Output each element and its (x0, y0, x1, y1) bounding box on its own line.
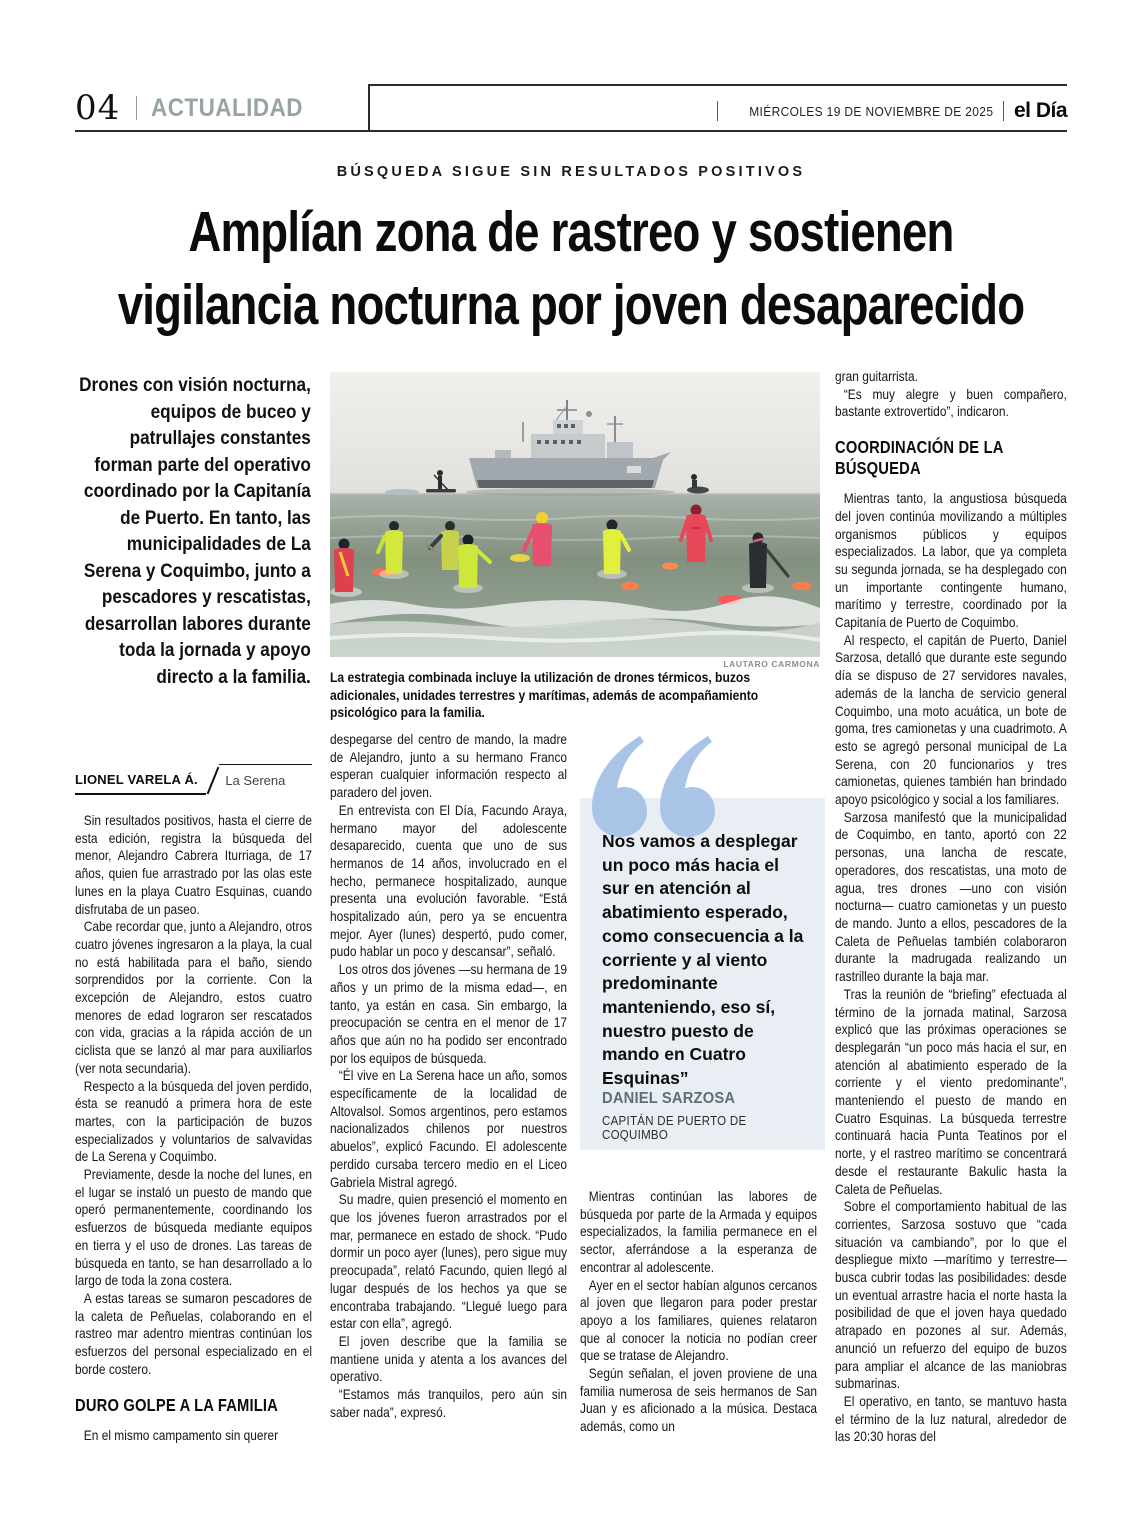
lead-paragraph: Drones con visión nocturna, equipos de buceo y patrullajes constantes forman parte del operativo coordinado por la Capitanía de Puerto. En tanto, las municipalidades de La Serena y Coquimbo, junto a pescadores y rescatistas, desarrollan labores durante toda la jornada y apoyo directo a la familia. (79, 374, 311, 688)
paragraph: Mientras tanto, la angustiosa búsqueda del joven continúa movilizando a múltiples organismos públicos y equipos especializados. La labor, que ya completa su segunda jornada, se ha desplegado con un importante contingente humano, marítimo y terrestre, coordinado por la Capitanía de Puerto de Coquimbo. (835, 491, 1067, 631)
subhead-duro-golpe: DURO GOLPE A LA FAMILIA (75, 1394, 279, 1415)
column-3-text (580, 1188, 817, 1436)
paragraph: Ayer en el sector habían algunos cercanos al joven que llegaron para poder prestar apoyo a los familiares, quienes relataron que al conocer la noticia no podían creer que se tratase de Alejandro. (580, 1277, 818, 1364)
photo-illustration (330, 372, 820, 657)
section-title: ACTUALIDAD (151, 93, 304, 122)
date-separator-bar (717, 101, 718, 121)
quote-author: DANIEL SARZOSA (602, 1090, 736, 1107)
column-3 (580, 1188, 850, 1436)
paragraph: “Estamos más tranquilos, pero aún sin saber nada”, expresó. (330, 1387, 568, 1420)
masthead-top-rule (368, 84, 1067, 86)
paragraph: Sarzosa manifestó que la municipalidad de Coquimbo, en tanto, aportó con 22 personas, una lancha de rescate, operadores, dos rescatistas, una moto de agua, tres drones —uno con visión nocturna— cuatro camionetas y un puesto de mando. Junto a ellos, pescadores de la Caleta de Peñuelas también colaboraron durante la madrugada realizando un rastrilleo durante la baja mar. (835, 809, 1067, 985)
quote-text: Nos vamos a desplegar un poco más hacia el sur en atención al abatimiento esperado, como consecuencia a la corriente y al viento predominante manteniendo, eso sí, nuestro puesto de mando en Cuatro Esquinas” (602, 831, 804, 1089)
paragraph: El joven describe que la familia se mantiene unida y atenta a los avances del operativo. (330, 1333, 568, 1385)
masthead-separator (136, 96, 137, 120)
paragraph: “Es muy alegre y buen compañero, bastante extrovertido”, indicaron. (835, 386, 1067, 420)
headline-line-2: vigilancia nocturna por joven desaparecido (117, 273, 1025, 337)
photo-credit: LAUTARO CARMONA (723, 659, 820, 669)
quote-role: CAPITÁN DE PUERTO DE COQUIMBO (602, 1114, 747, 1142)
paragraph: Cabe recordar que, junto a Alejandro, otros cuatro jóvenes ingresaron a la playa, la cual no está habilitada para el baño, siendo sorprendidos por la corriente. Con la excepción de Alejandro, estos cuatro menores de edad lograron ser rescatados con vida, gracias a la rápida acción de un ciclista que se lanzó al mar para auxiliarlos (ver nota secundaria). (75, 919, 313, 1076)
column-4-text (835, 490, 1067, 1446)
kicker: BÚSQUEDA SIGUE SIN RESULTADOS POSITIVOS (336, 164, 806, 180)
paragraph: despegarse del centro de mando, la madre de Alejandro, junto a su hermano Franco esperan cualquier información respecto al paradero del joven. (330, 732, 568, 801)
paragraph: Al respecto, el capitán de Puerto, Daniel Sarzosa, detalló que durante este segundo día se dispuso de 27 servidores navales, además de la lancha de servicio general Coquimbo, una moto acuática, un bote de goma, tres camionetas y una cuadrimoto. A esto se agregó personal municipal de La Serena, con 20 funcionarios y tres camionetas, quienes también han brindado apoyo psicológico y social a los familiares. (835, 632, 1067, 808)
masthead-right (717, 92, 1067, 130)
masthead-bottom-rule (75, 130, 1067, 132)
masthead-divider (368, 84, 370, 131)
paragraph: Su madre, quien presenció el momento en que los jóvenes fueron arrastrados por el mar, permanece en estado de shock. “Pudo dormir un poco ayer (lunes), pero sigue muy preocupada”, relató Facundo, quien llegó al lugar después de los hechos ya que se encontraba trabajando. “Llegué luego para estar con ella”, agregó. (330, 1192, 568, 1332)
paragraph: Sobre el comportamiento habitual de las corrientes, Sarzosa sostuvo que “cada situación va cambiando”, por lo que el despliegue mixto —marítimo y terrestre— busca cubrir todas las posibilidades: desde un eventual arrastre hacia el norte hasta la posibilidad de que el joven haya quedado atrapado en pozones al sur. Además, anunció un refuerzo del equipo de buzos para ampliar el alcance de las maniobras submarinas. (835, 1199, 1067, 1392)
paragraph: En el mismo campamento sin querer (83, 1427, 279, 1443)
paragraph: Mientras continúan las labores de búsqueda por parte de la Armada y equipos especializados, la familia permanece en el sector, aferrándose a la esperanza de encontrar al adolescente. (580, 1189, 818, 1275)
column-2 (330, 731, 600, 1421)
brand-separator-bar (1003, 101, 1004, 121)
paragraph: Los otros dos jóvenes —su hermana de 19 años y un primo de la misma edad—, en tanto, ya están en casa. Sin embargo, la preocupación se centra en el menor de 17 años que aún no ha podido ser encontrado por los equipos de búsqueda. (330, 962, 568, 1066)
paragraph: gran guitarrista. (835, 369, 918, 384)
issue-date: MIÉRCOLES 19 DE NOVIEMBRE DE 2025 (748, 103, 993, 119)
column-1-text-after (75, 1427, 312, 1445)
column-1 (75, 812, 345, 1444)
column-1-text (75, 812, 312, 1379)
paragraph: Previamente, desde la noche del lunes, en el lugar se instaló un puesto de mando que operó permanentemente, coordinando los esfuerzos de búsqueda mediante equipos en tierra y el uso de drones. Las tareas de búsqueda en tanto, se han desarrollado a lo largo de toda la zona costera. (75, 1167, 313, 1289)
byline-author: LIONEL VARELA Á. (75, 764, 206, 795)
subhead-coordinacion: COORDINACIÓN DE LA BÚSQUEDA (835, 437, 1004, 479)
byline-slash (206, 767, 218, 794)
brand-logo: el Día (1013, 99, 1067, 122)
column-2-text (330, 731, 567, 1421)
page-number: 04 (75, 88, 121, 128)
byline (75, 764, 312, 795)
paragraph: Tras la reunión de “briefing” efectuada al término de la jornada matinal, Sarzosa explicó que las próximas operaciones se desplegarán “un poco más hacia el sur, en atención al abatimiento esperado de la corriente y el viento predominante”, manteniendo el puesto de mando en Cuatro Esquinas. La búsqueda terrestre continuará hacia Punta Teatinos por el norte, y el rastreo marítimo se concentrará desde el restaurante Bakulic hasta la Caleta de Peñuelas. (835, 986, 1067, 1197)
pull-quote (580, 798, 825, 1150)
headline (114, 196, 1028, 342)
paragraph: Respecto a la búsqueda del joven perdido, ésta se reanudó a primera hora de este martes, con la participación de buzos especializados y voluntarios de salvavidas de La Serena y Coquimbo. (75, 1078, 313, 1165)
photo-caption: La estrategia combinada incluye la utilización de drones térmicos, buzos adicionales, unidades terrestres y marítimas, además de acompañamiento psicológico para la familia. (330, 670, 759, 720)
paragraph: El operativo, en tanto, se mantuvo hasta el término de la luz natural, alrededor de las 20:30 horas del (835, 1393, 1067, 1445)
column-4 (835, 368, 1099, 1446)
main-photo (330, 372, 820, 657)
paragraph: En entrevista con El Día, Facundo Araya, hermano mayor del adolescente desaparecido, cuenta que uno de sus hermanos de 14 años, involucrado en el hecho, permanece hospitalizado, aunque presenta una evolución favorable. “Está hospitalizado aún, pero ya se encuentra mejor. Ayer (lunes) despertó, pudo comer, pudo hablar un poco y descansar”, señaló. (330, 802, 568, 960)
quote-mark-icon (590, 734, 720, 838)
headline-line-1: Amplían zona de rastreo y sostienen (188, 200, 954, 264)
paragraph: Sin resultados positivos, hasta el cierre de esta edición, registra la búsqueda del menor, Alejandro Cabrera Iturriaga, de 17 años, quien fue arrastrado por las olas este lunes en la playa Cuatro Esquinas, cuando disfrutaba de un paseo. (75, 813, 313, 917)
paragraph: Según señalan, el joven proviene de una familia numerosa de seis hermanos de San Juan y es aficionado a la música. Destaca además, como un (580, 1366, 818, 1435)
column-4-text-before (835, 368, 1067, 421)
paragraph: “Él vive en La Serena hace un año, somos específicamente de la localidad de Altovalsol. Somos argentinos, pero estamos nacionalizados chilenos por nuestros abuelos”, explicó Facundo. El adolescente perdido cursaba tercero medio en el Liceo Gabriela Mistral agregó. (330, 1068, 568, 1190)
paragraph: A estas tareas se sumaron pescadores de la caleta de Peñuelas, colaborando en el rastreo mar adentro mientras continúan los esfuerzos del personal especializado en el borde costero. (75, 1290, 313, 1377)
masthead-left (75, 86, 320, 130)
byline-location: La Serena (219, 764, 312, 795)
